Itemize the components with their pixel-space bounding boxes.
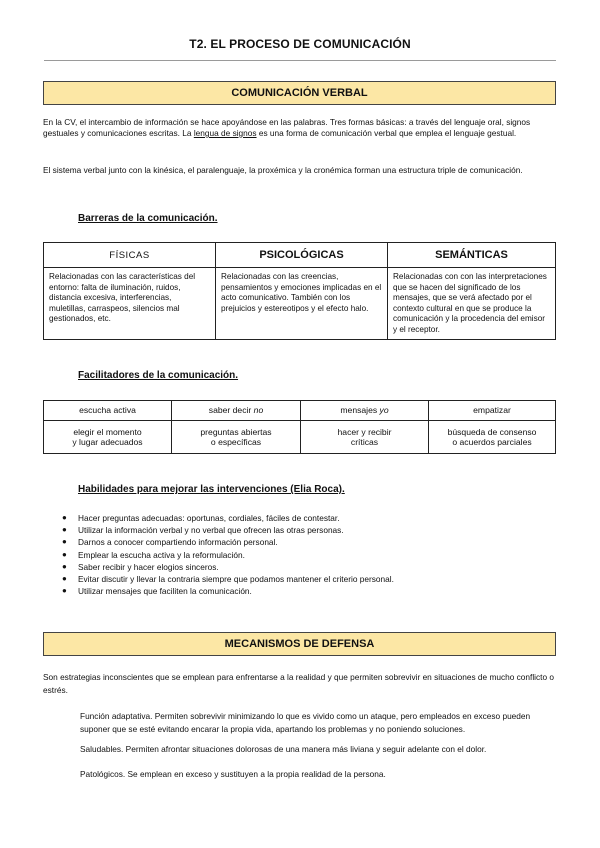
- facilitators-heading: Facilitadores de la comunicación.: [78, 370, 239, 381]
- bullet-icon: ●: [62, 537, 67, 547]
- skills-list: [62, 512, 394, 597]
- barriers-col-semanticas: SEMÁNTICAS: [388, 243, 556, 268]
- list-item: [62, 536, 394, 548]
- bullet-icon: ●: [62, 586, 67, 596]
- verbal-p1-after: es una forma de comunicación verbal que emplea el lenguaje gestual.: [256, 128, 517, 138]
- facilitator-cell: [301, 401, 429, 421]
- barriers-cell-semanticas: Relacionadas con con las interpretaciones que se hacen del significado de los mensajes, que se verá afectado por el contexto cultural en que se produce la comunicación y la procedencia del emisor y el receptor.: [388, 268, 556, 340]
- facilitators-top-row: [44, 401, 556, 421]
- list-item: [62, 573, 394, 585]
- barriers-cell-psicologicas: Relacionadas con las creencias, pensamientos y emociones implicadas en el acto comunicativo. También con los prejuicios y estereotipos y el efecto halo.: [216, 268, 388, 340]
- list-item: [62, 549, 394, 561]
- defense-paragraph-1: Son estrategias inconscientes que se emplean para enfrentarse a la realidad y que permiten sobrevivir en situaciones de mucho conflicto o estrés.: [43, 672, 555, 695]
- barriers-header-row: [44, 243, 556, 268]
- verbal-p1-before: En la CV, el intercambio de información se hace apoyándose en las palabras. Tres formas básicas: a través del lenguaje oral, signos gestuales y comunicaciones escritas. La: [43, 117, 531, 138]
- list-item: [62, 524, 394, 536]
- barriers-col-psicologicas: PSICOLÓGICAS: [216, 243, 388, 268]
- page-title: T2. EL PROCESO DE COMUNICACIÓN: [189, 37, 411, 51]
- list-item: [62, 585, 394, 597]
- facilitator-line: y lugar adecuados: [72, 437, 143, 447]
- defense-paragraph-2: Función adaptativa. Permiten sobrevivir minimizando lo que es vivido como un ataque, pero empleados en exceso pueden suponer que se esté evitando encarar la propia vida, apartando los problemas y no poniendo soluciones.: [80, 711, 531, 734]
- facilitator-line: críticas: [350, 437, 379, 447]
- bullet-icon: ●: [62, 513, 67, 522]
- facilitator-line: o específicas: [210, 437, 262, 447]
- title-divider: [44, 60, 556, 61]
- facilitator-emphasis: yo: [379, 405, 389, 416]
- facilitator-line: hacer y recibir: [337, 426, 392, 437]
- facilitator-cell: [44, 421, 172, 454]
- facilitator-cell: [301, 421, 429, 454]
- facilitator-line: preguntas abiertas: [200, 426, 272, 437]
- verbal-p1-link: lengua de signos: [193, 128, 257, 138]
- skill-text: Saber recibir y hacer elogios sinceros.: [78, 561, 219, 572]
- facilitator-emphasis: no: [253, 405, 264, 416]
- facilitator-cell: [429, 401, 556, 421]
- list-item: [62, 512, 394, 524]
- verbal-paragraph-2: El sistema verbal junto con la kinésica, el paralenguaje, la proxémica y la cronémica forman una estructura triple de comunicación.: [43, 165, 523, 175]
- facilitators-bottom-row: [44, 421, 556, 454]
- verbal-paragraph-1: [43, 117, 558, 139]
- bullet-icon: ●: [62, 525, 67, 535]
- facilitators-table: [43, 400, 556, 454]
- facilitator-text: mensajes: [340, 405, 380, 416]
- facilitator-cell: [44, 401, 172, 421]
- facilitator-text: empatizar: [473, 405, 511, 416]
- facilitator-line: o acuerdos parciales: [452, 437, 532, 447]
- skill-text: Darnos a conocer compartiendo información personal.: [78, 537, 278, 548]
- bullet-icon: ●: [62, 549, 67, 559]
- facilitator-text: saber decir: [208, 405, 254, 416]
- skill-text: Utilizar mensajes que faciliten la comunicación.: [78, 586, 252, 597]
- facilitator-text: escucha activa: [79, 405, 136, 416]
- skill-text: Hacer preguntas adecuadas: oportunas, cordiales, fáciles de contestar.: [78, 513, 340, 523]
- facilitator-line: elegir el momento: [73, 426, 142, 437]
- barriers-table: [43, 242, 556, 340]
- defense-paragraph-3: Saludables. Permiten afrontar situaciones dolorosas de una manera más liviana y seguir adelante con el dolor.: [80, 744, 487, 754]
- skills-heading: Habilidades para mejorar las intervenciones (Elia Roca).: [78, 484, 345, 495]
- section-banner-verbal: COMUNICACIÓN VERBAL: [43, 81, 556, 105]
- bullet-icon: ●: [62, 561, 67, 571]
- section-banner-defense: MECANISMOS DE DEFENSA: [43, 632, 556, 656]
- skill-text: Evitar discutir y llevar la contraria siempre que podamos mantener el criterio personal.: [78, 574, 394, 585]
- defense-paragraph-4: Patológicos. Se emplean en exceso y sustituyen a la propia realidad de la persona.: [80, 769, 386, 779]
- barriers-body-row: [44, 268, 556, 340]
- skill-text: Emplear la escucha activa y la reformulación.: [78, 549, 245, 560]
- facilitator-cell: [429, 421, 556, 454]
- list-item: [62, 561, 394, 573]
- barriers-col-fisicas: FÍSICAS: [44, 243, 216, 268]
- barriers-heading: Barreras de la comunicación.: [78, 213, 218, 224]
- barriers-cell-fisicas: Relacionadas con las características del entorno: falta de iluminación, ruidos, distancia excesiva, interferencias, muletillas, carraspeos, silencios mal gestionados, etc.: [44, 268, 216, 340]
- facilitator-cell: [172, 421, 301, 454]
- facilitator-line: búsqueda de consenso: [447, 426, 537, 437]
- bullet-icon: ●: [62, 574, 67, 584]
- skill-text: Utilizar la información verbal y no verbal que ofrecen las otras personas.: [78, 525, 344, 536]
- facilitator-cell: [172, 401, 301, 421]
